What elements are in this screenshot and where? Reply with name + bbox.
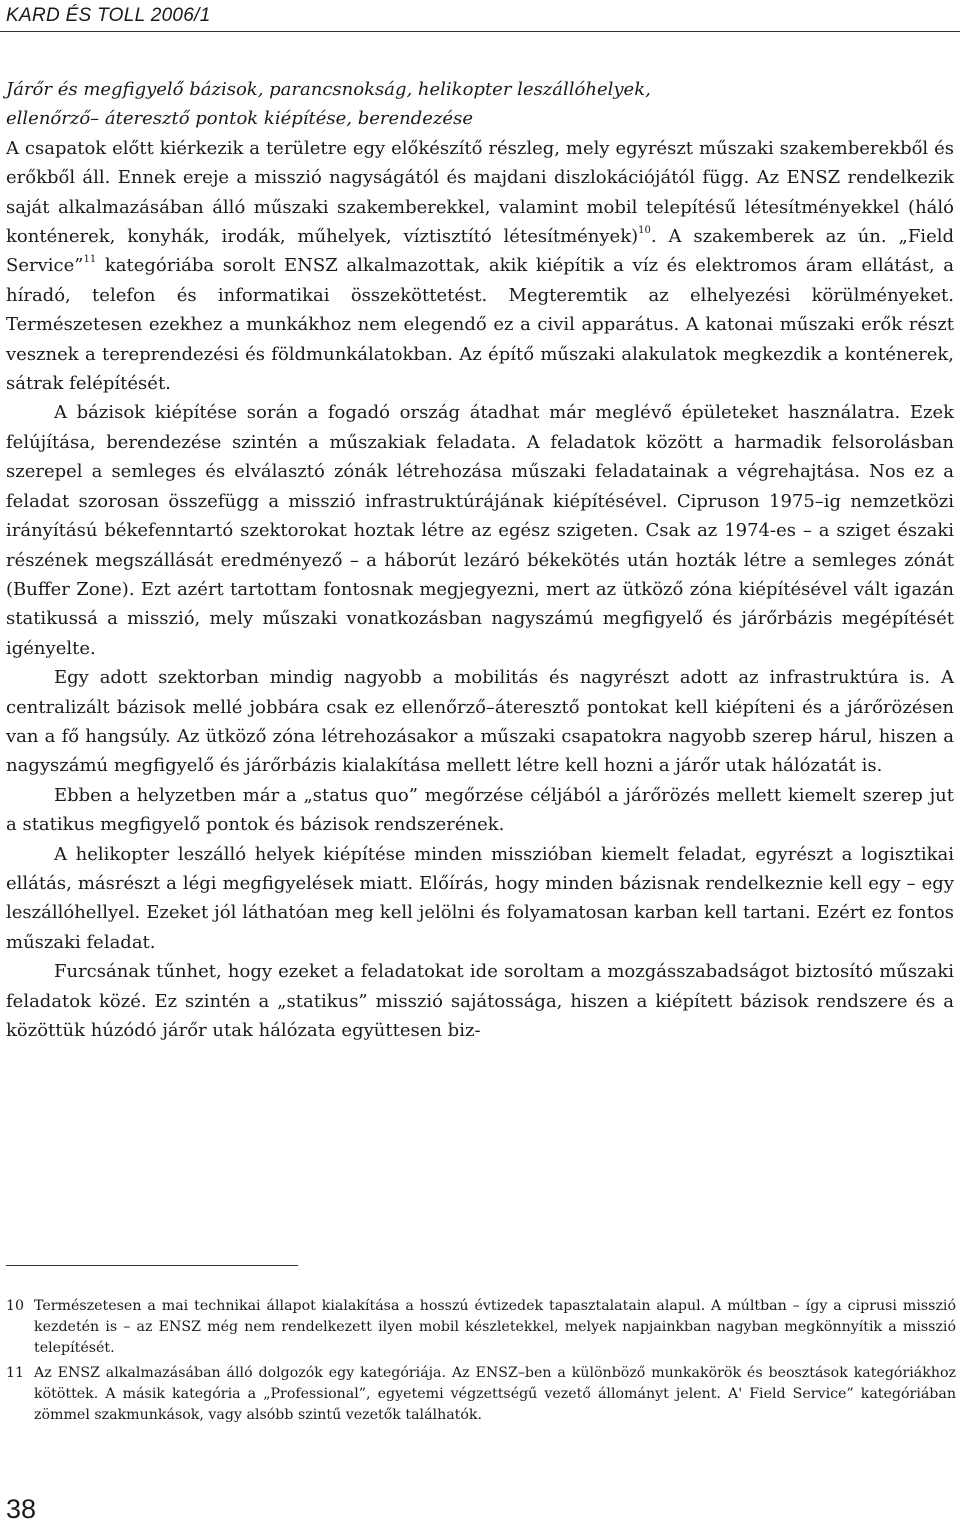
paragraph-1	[6, 134, 954, 399]
paragraph-3: Egy adott szektorban mindig nagyobb a mobilitás és nagyrészt adott az infrastruktúra is. A centralizált bázisok mellé jobbára csak ez ellenőrző–áteresztő pontokat kell kiépíteni és a járőrözésen van a fő hangsúly. Az ütköző zóna létrehozásakor a műszaki csapatokra nagyobb szerep hárul, hiszen a nagyszámú megfigyelő és járőrbázis kialakítása mellett létre kell hozni a járőr utak hálózatát is.	[6, 667, 954, 777]
header-rule	[0, 31, 960, 32]
paragraph-6: Furcsának tűnhet, hogy ezeket a feladatokat ide soroltam a mozgásszabadságot biztosító műszaki feladatok közé. Ez szintén a „statikus” misszió sajátossága, hiszen a kiépített bázisok rendszere és a közöttük húzódó járőr utak hálózata együttesen biz-	[6, 961, 954, 1041]
footnote-ref-10: 10	[638, 225, 651, 237]
footnote-number: 11	[6, 1364, 25, 1381]
footnote-ref-11: 11	[83, 254, 97, 266]
paragraph-2: A bázisok kiépítése során a fogadó ország átadhat már meglévő épületeket használatra. Ezek felújítása, berendezése szintén a műszakiak feladata. A feladatok között a harmadik felsorolásban szerepel a semleges és elválasztó zónák létrehozása műszaki feladatainak a végrehajtása. Nos ez a feladat szorosan összefügg a misszió infrastruktúrájának kiépítésével. Cipruson 1975–ig nemzetközi irányítású békefenntartó szektorokat hoztak létre az egész szigeten. Csak az 1974-es – a sziget északi részének megszállását eredményező – a háborút lezáró békekötés után hozták létre a semleges zónát (Buffer Zone). Ezt azért tartottam fontosnak megjegyezni, mert az ütköző zóna kiépítésével vált igazán statikussá a misszió, mely műszaki vonatkozásban nagyszámú megfigyelő és járőrbázis megépítését igényelte.	[6, 402, 954, 659]
body-text	[6, 75, 954, 1045]
footnote-text: Az ENSZ alkalmazásában álló dolgozók egy kategóriája. Az ENSZ–ben a különböző munkakörök és beosztások kategóriákhoz kötöttek. A másik kategória a „Professional”, egyetemi végzettségű vezető állományt jelent. A' Field Service” kategóriában zömmel szakmunkások, vagy alsóbb szintű vezetők találhatók.	[34, 1364, 956, 1424]
paragraph-4: Ebben a helyzetben már a „status quo” megőrzése céljából a járőrözés mellett kiemelt szerep jut a statikus megfigyelő pontok és bázisok rendszerének.	[6, 784, 954, 836]
footnotes	[6, 1296, 956, 1429]
paragraph-1-part-c: kategóriába sorolt ENSZ alkalmazottak, akik kiépítik a víz és elektromos áram ellátást, a híradó, telefon és informatikai összeköttetést. Megteremtik az elhelyezési körülményeket. Természetesen ezekhez a munkákhoz nem elegendő ez a civil apparátus. A katonai műszaki erők részt vesznek a tereprendezési és földmunkálatokban. Az építő műszaki alakulatok megkezdik a konténerek, sátrak felépítését.	[6, 255, 954, 395]
paragraph-5: A helikopter leszálló helyek kiépítése minden misszióban kiemelt feladat, egyrészt a logisztikai ellátás, másrészt a légi megfigyelések miatt. Előírás, hogy minden bázisnak rendelkeznie kell egy – egy leszállóhellyel. Ezeket jól láthatóan meg kell jelölni és folyamatosan karban kell tartani. Ezért ez fontos műszaki feladat.	[6, 843, 954, 953]
section-heading-line-2: ellenőrző– áteresztő pontok kiépítése, berendezése	[6, 108, 473, 130]
page-number: 38	[6, 1494, 37, 1524]
section-heading-line-1: Járőr és megfigyelő bázisok, parancsnokság, helikopter leszállóhelyek,	[6, 79, 651, 100]
paragraph-1-part-a: A csapatok előtt kiérkezik a területre egy előkészítő részleg, mely egyrészt műszaki szakemberekből és erőkből áll. Ennek ereje a misszió nagyságától és majdani diszlokációjától függ. Az ENSZ rendelkezik saját alkalmazásában álló műszaki szakemberekkel, valamint mobil telepítésű létesítményekkel (háló konténerek, konyhák, irodák, műhelyek, víztisztító létesítmények)	[6, 137, 954, 248]
footnote-rule	[6, 1265, 298, 1266]
section-heading	[6, 75, 954, 134]
footnote-number: 10	[6, 1298, 25, 1314]
footnote-10	[6, 1296, 956, 1360]
footnote-text: Természetesen a mai technikai állapot kialakítása a hosszú évtizedek tapasztalatain alapul. A múltban – így a ciprusi misszió kezdetén is – az ENSZ még nem rendelkezett ilyen mobil készletekkel, melyek napjainkban nagyban megkönnyítik a misszió telepítését.	[34, 1298, 956, 1357]
footnote-11	[6, 1363, 956, 1427]
paragraph-1-part-b: . A szakemberek az ún. „Field Service”	[6, 226, 954, 277]
running-head: KARD ÉS TOLL 2006/1	[6, 5, 211, 26]
